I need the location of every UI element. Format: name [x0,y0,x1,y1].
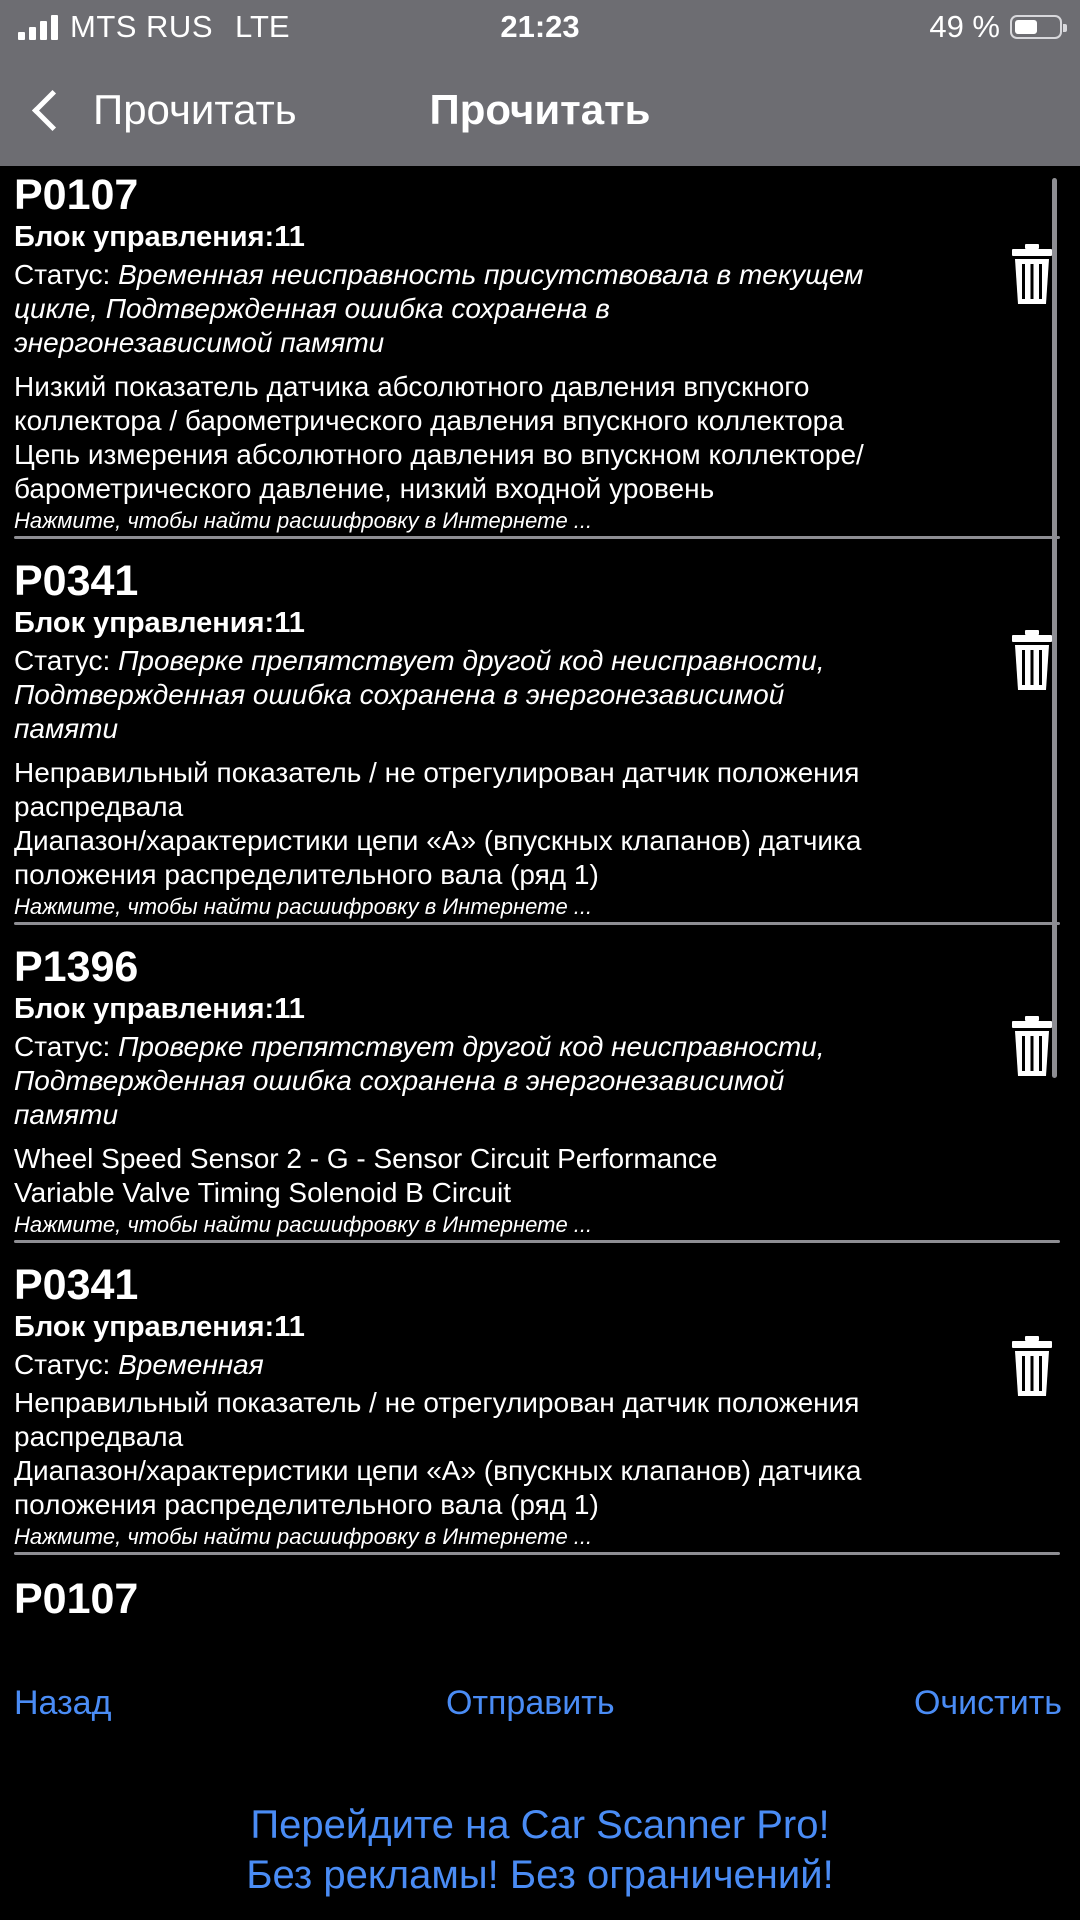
trash-icon[interactable] [1010,1016,1054,1078]
control-unit-label: Блок управления:11 [14,607,305,639]
promo-line-1: Перейдите на Car Scanner Pro! [250,1803,830,1847]
clear-button[interactable]: Очистить [913,1684,1062,1722]
search-online-hint[interactable]: Нажмите, чтобы найти расшифровку в Интернете ... [14,894,593,919]
list-item[interactable] [0,166,1060,552]
dtc-code: P0341 [14,557,139,605]
trash-icon[interactable] [1010,244,1054,306]
back-nav-label: Прочитать [93,86,297,133]
carrier-label: MTS RUS [70,9,213,44]
dtc-code: P0107 [14,171,139,219]
send-button[interactable]: Отправить [446,1684,615,1722]
description-text: Wheel Speed Sensor 2 - G - Sensor Circuit Performance Variable Valve Timing Solenoid B Circuit [14,1143,718,1208]
status-bar [0,0,1080,54]
divider [14,1240,1060,1243]
divider [14,1552,1060,1555]
search-online-hint[interactable]: Нажмите, чтобы найти расшифровку в Интернете ... [14,508,593,533]
nav-bar [0,54,1080,166]
list-item[interactable] [0,1570,1060,1616]
dtc-code: P0341 [14,1261,139,1309]
description-text: Низкий показатель датчика абсолютного давления впускного коллектора / барометрического давления впускного коллектора Цепь измерения абсолютного давления во впускном коллекторе/ барометрического давление, низкий входной уровень [14,371,864,504]
scrollbar[interactable] [1052,178,1057,1078]
trash-icon[interactable] [1010,630,1054,692]
back-button[interactable]: Назад [14,1684,112,1722]
promo-line-2: Без рекламы! Без ограничений! [246,1853,834,1897]
divider [14,536,1060,539]
description-text: Неправильный показатель / не отрегулирован датчик положения распредвала Диапазон/характеристики цепи «А» (впускных клапанов) датчика положения распределительного вала (ряд 1) [14,757,862,890]
status-right [929,8,1062,46]
page-title: Прочитать [429,86,651,133]
dtc-code: P0107 [14,1575,139,1616]
upgrade-promo-link[interactable] [0,1800,1080,1900]
dtc-code: P1396 [14,943,139,991]
status-text: Статус: Временная [14,1349,264,1380]
battery-icon [1010,15,1062,39]
list-item[interactable] [0,1256,1060,1570]
status-text: Статус: Проверке препятствует другой код неисправности, Подтвержденная ошибка сохранена в энергонезависимой памяти [14,645,825,744]
list-item[interactable] [0,938,1060,1256]
search-online-hint[interactable]: Нажмите, чтобы найти расшифровку в Интернете ... [14,1524,593,1549]
clock: 21:23 [500,9,580,44]
battery-percent: 49 % [929,9,1000,44]
list-item[interactable] [0,552,1060,938]
status-text: Статус: Временная неисправность присутствовала в текущем цикле, Подтвержденная ошибка сохранена в энергонезависимой памяти [14,259,864,358]
trouble-code-list[interactable] [0,166,1080,1616]
network-label: LTE [235,9,290,44]
search-online-hint[interactable]: Нажмите, чтобы найти расшифровку в Интернете ... [14,1212,593,1237]
divider [14,922,1060,925]
trash-icon[interactable] [1010,1336,1054,1398]
description-text: Неправильный показатель / не отрегулирован датчик положения распредвала Диапазон/характеристики цепи «А» (впускных клапанов) датчика положения распределительного вала (ряд 1) [14,1387,862,1520]
control-unit-label: Блок управления:11 [14,993,305,1025]
status-text: Статус: Проверке препятствует другой код неисправности, Подтвержденная ошибка сохранена в энергонезависимой памяти [14,1031,825,1130]
action-bar [0,1678,1080,1728]
control-unit-label: Блок управления:11 [14,221,305,253]
control-unit-label: Блок управления:11 [14,1311,305,1343]
